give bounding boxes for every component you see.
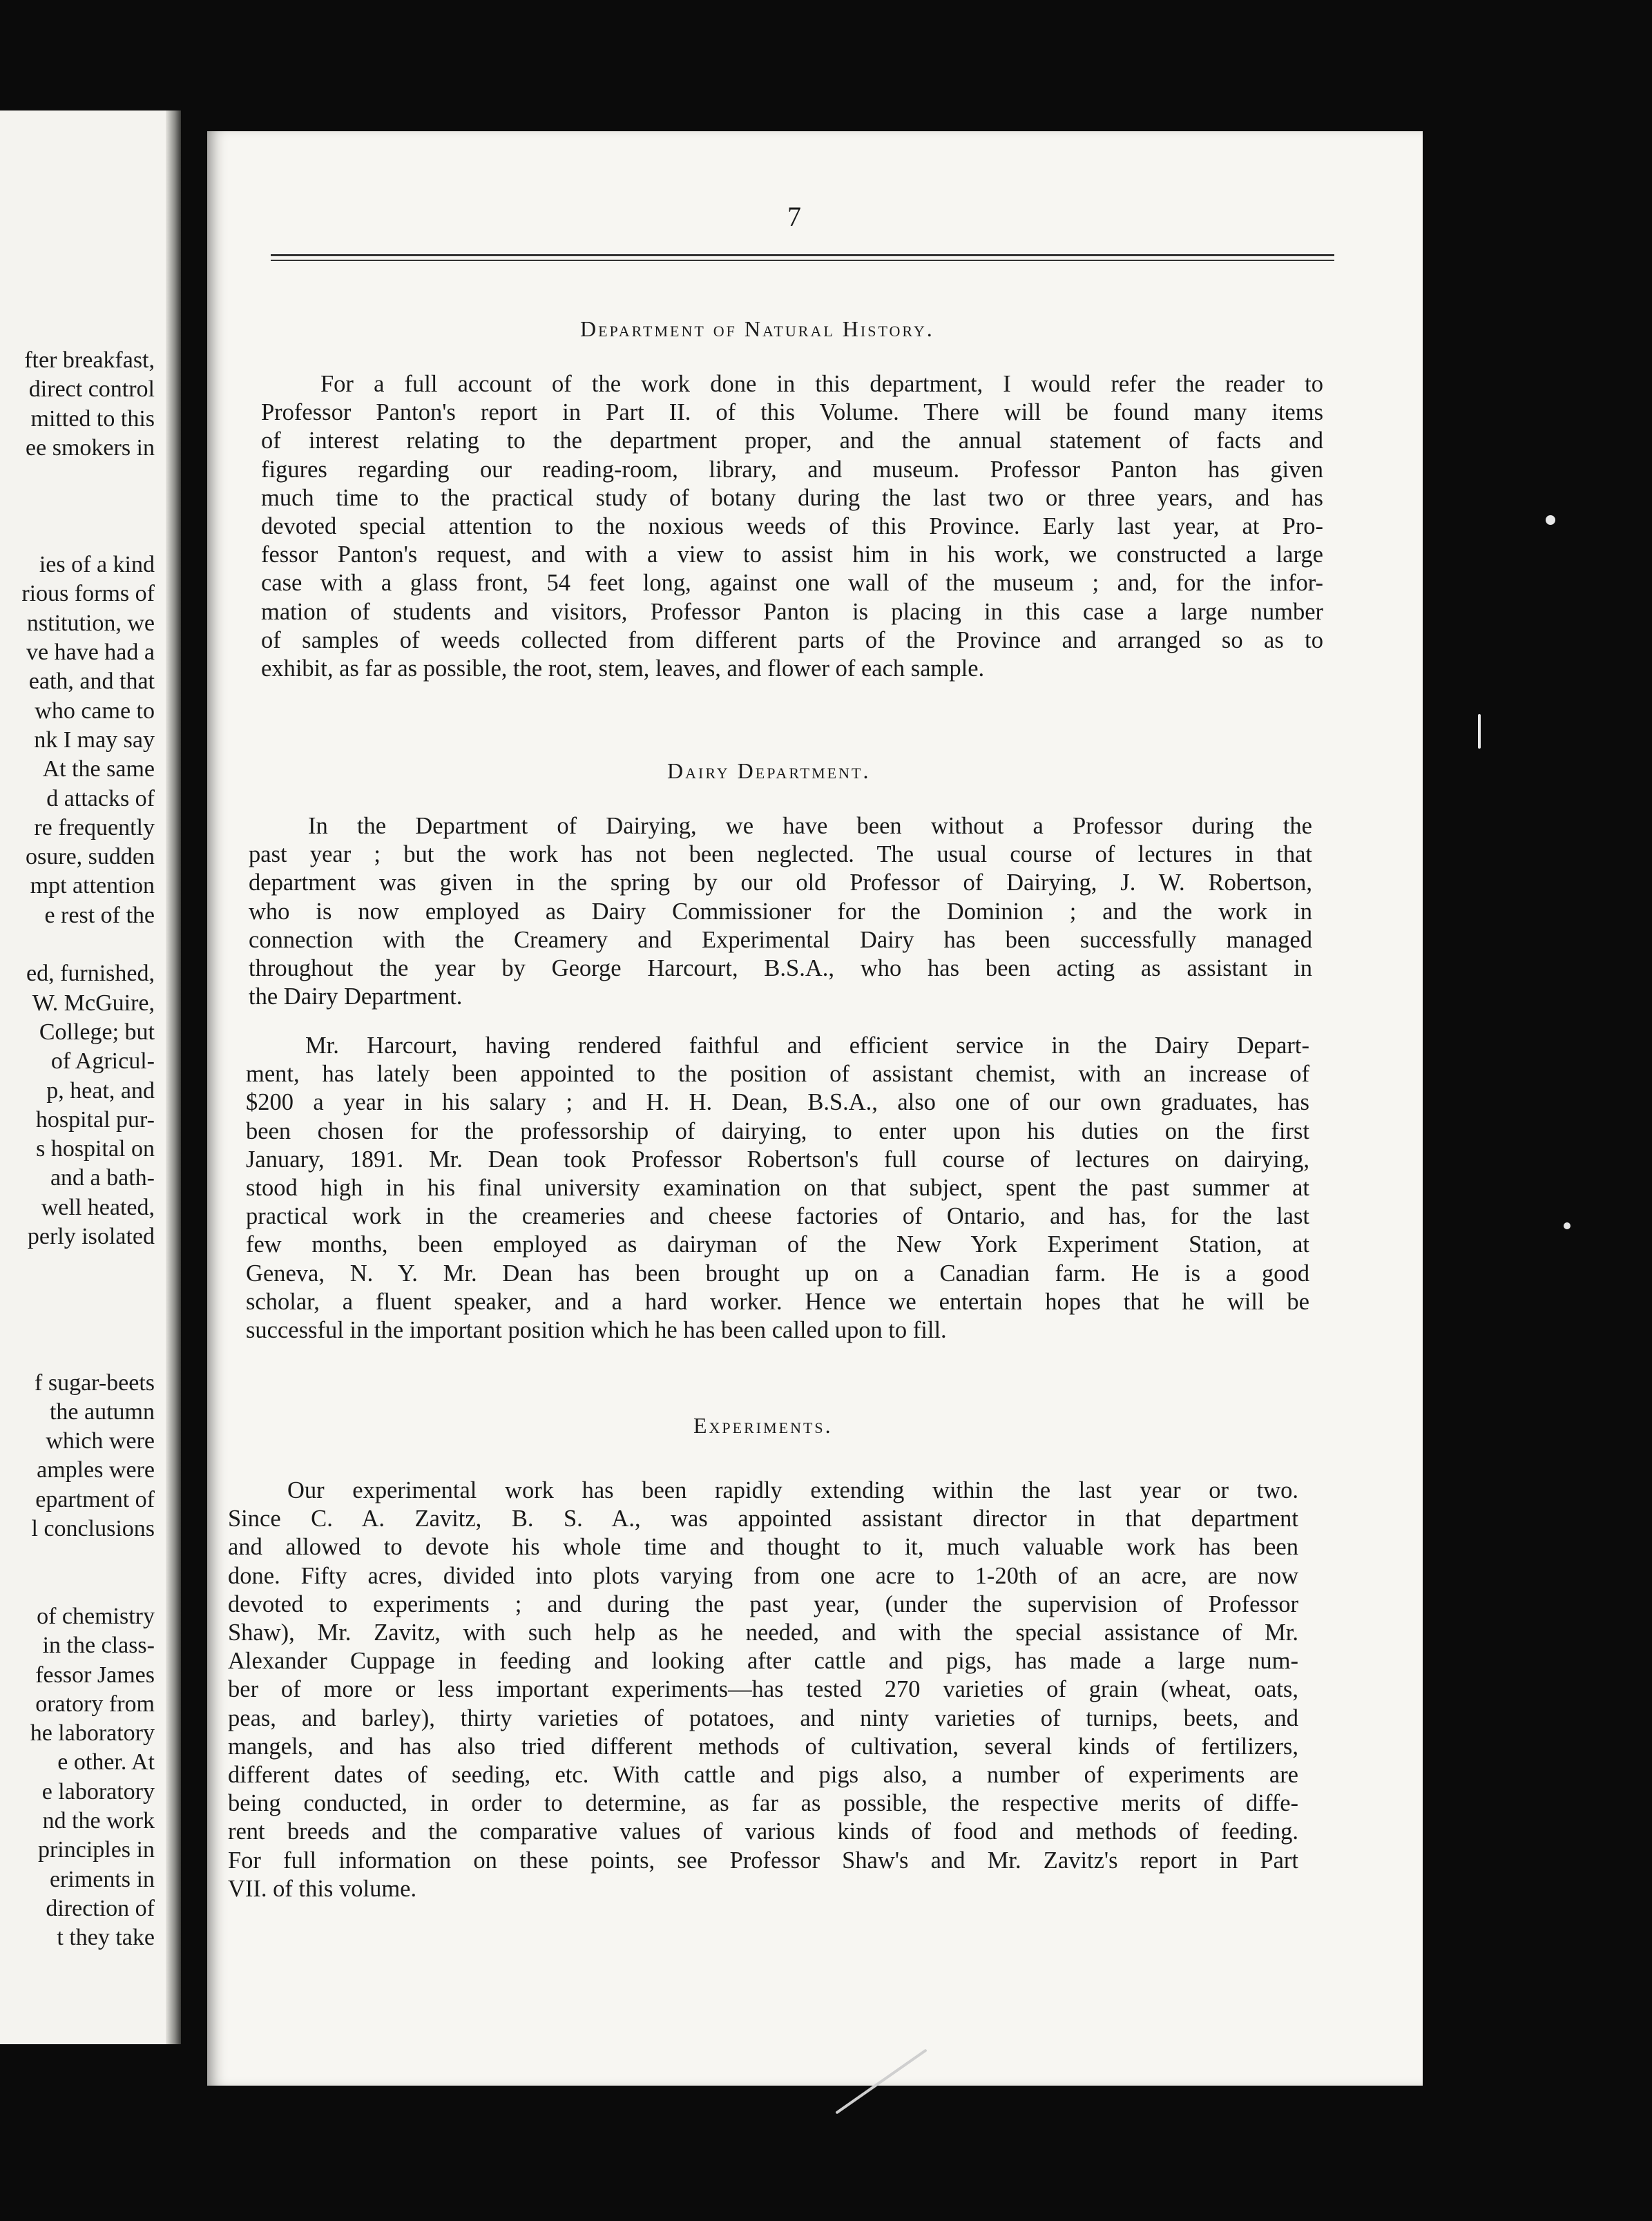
text-line: figures regarding our reading-room, library, and museum. Professor Panton has given — [261, 456, 1323, 483]
text-line: of samples of weeds collected from different parts of the Province and arranged so as to — [261, 626, 1323, 653]
text-line: scholar, a fluent speaker, and a hard worker. Hence we entertain hopes that he will be — [246, 1288, 1309, 1315]
heading-experiments: Experiments. — [693, 1413, 833, 1438]
paragraph-experiments — [228, 1477, 1298, 1903]
header-rule-bottom — [271, 260, 1334, 261]
scan-speck — [1564, 1222, 1571, 1229]
text-line: Alexander Cuppage in feeding and looking after cattle and pigs, has made a large num- — [228, 1648, 1298, 1675]
left-page-line: f sugar-beets — [35, 1369, 155, 1396]
left-page-line: he laboratory — [30, 1720, 155, 1747]
text-line: connection with the Creamery and Experimental Dairy has been successfully managed — [249, 926, 1312, 953]
text-line: being conducted, in order to determine, as far as possible, the respective merits of diffe- — [228, 1790, 1298, 1817]
text-line: VII. of this volume. — [228, 1875, 417, 1902]
left-page-line: of Agricul- — [50, 1048, 155, 1075]
text-line: fessor Panton's request, and with a view to assist him in his work, we constructed a large — [261, 541, 1323, 568]
text-line: been chosen for the professorship of dairying, to enter upon his duties on the first — [246, 1117, 1309, 1144]
text-line: past year ; but the work has not been neglected. The usual course of lectures in that — [249, 841, 1312, 868]
left-page-line: fessor James — [35, 1662, 155, 1688]
left-page-line: nk I may say — [34, 727, 155, 753]
left-page-line: eriments in — [49, 1866, 155, 1892]
text-line: mangels, and has also tried different methods of cultivation, several kinds of fertilizers, — [228, 1733, 1298, 1760]
left-page-line: principles in — [37, 1837, 155, 1863]
left-page-line: perly isolated — [27, 1224, 155, 1249]
left-page-line: direction of — [46, 1895, 155, 1921]
left-page-line: ies of a kind — [39, 552, 155, 578]
left-page-line: e rest of the — [44, 902, 155, 928]
paragraph-dairy-2 — [246, 1032, 1309, 1345]
text-line: ment, has lately been appointed to the position of assistant chemist, with an increase of — [246, 1061, 1309, 1088]
text-line: much time to the practical study of botany during the last two or three years, and has — [261, 484, 1323, 511]
left-page-line: l conclusions — [31, 1516, 155, 1541]
left-page-line: W. McGuire, — [32, 990, 155, 1016]
header-rule-top — [271, 254, 1334, 256]
text-line: peas, and barley), thirty varieties of potatoes, and ninty varieties of turnips, beets, and — [228, 1704, 1298, 1731]
text-line: case with a glass front, 54 feet long, against one wall of the museum ; and, for the infor- — [261, 570, 1323, 597]
left-page-line: of chemistry — [37, 1603, 155, 1629]
text-line: Geneva, N. Y. Mr. Dean has been brought up on a Canadian farm. He is a good — [246, 1260, 1309, 1287]
text-line: Professor Panton's report in Part II. of this Volume. There will be found many items — [261, 399, 1323, 426]
left-page-line: oratory from — [35, 1691, 155, 1717]
left-page-line: fter breakfast, — [24, 347, 155, 373]
left-page-line: who came to — [35, 698, 155, 724]
left-page-line: nstitution, we — [26, 610, 155, 636]
left-page-line: College; but — [39, 1019, 155, 1045]
text-line: mation of students and visitors, Professor Panton is placing in this case a large number — [261, 598, 1323, 625]
heading-dairy-department: Dairy Department. — [667, 758, 871, 783]
left-page-line: e laboratory — [41, 1778, 155, 1805]
text-line: throughout the year by George Harcourt, B.S.A., who has been acting as assistant in — [249, 955, 1312, 982]
left-page-line: the autumn — [49, 1398, 155, 1425]
page-number: 7 — [787, 201, 801, 232]
book-binding — [166, 110, 181, 2044]
text-line: done. Fifty acres, divided into plots varying from one acre to 1-20th of an acre, are now — [228, 1562, 1298, 1589]
text-line: different dates of seeding, etc. With cattle and pigs also, a number of experiments are — [228, 1762, 1298, 1789]
text-line: Since C. A. Zavitz, B. S. A., was appointed assistant director in that department — [228, 1506, 1298, 1532]
text-line: exhibit, as far as possible, the root, stem, leaves, and flower of each sample. — [261, 655, 985, 682]
text-line: January, 1891. Mr. Dean took Professor Robertson's full course of lectures on dairying, — [246, 1146, 1309, 1173]
heading-natural-history: Department of Natural History. — [580, 316, 934, 341]
left-page-line: nd the work — [42, 1808, 155, 1834]
left-page-line: s hospital on — [36, 1136, 155, 1162]
left-page-fragment — [0, 110, 181, 2044]
text-line: practical work in the creameries and cheese factories of Ontario, and has, for the last — [246, 1203, 1309, 1230]
left-page-line: epartment of — [35, 1486, 155, 1512]
left-page-line: amples were — [37, 1457, 155, 1483]
text-line: the Dairy Department. — [249, 983, 463, 1010]
text-line: $200 a year in his salary ; and H. H. Dean, B.S.A., also one of our own graduates, has — [246, 1089, 1309, 1116]
text-line: devoted special attention to the noxious weeds of this Province. Early last year, at Pro- — [261, 513, 1323, 540]
left-page-line: ed, furnished, — [26, 961, 155, 987]
scan-scratch — [1478, 714, 1481, 749]
text-line: For full information on these points, see Professor Shaw's and Mr. Zavitz's report in Part — [228, 1847, 1298, 1874]
text-line: Our experimental work has been rapidly extending within the last year or two. — [287, 1477, 1298, 1503]
text-line: rent breeds and the comparative values of various kinds of food and methods of feeding. — [228, 1818, 1298, 1845]
left-page-line: mitted to this — [30, 405, 155, 432]
text-line: few months, been employed as dairyman of the New York Experiment Station, at — [246, 1231, 1309, 1258]
text-line: successful in the important position which he has been called upon to fill. — [246, 1317, 947, 1344]
left-page-line: which were — [46, 1428, 155, 1454]
paragraph-dairy-1 — [249, 812, 1312, 1011]
text-line: and allowed to devote his whole time and thought to it, much valuable work has been — [228, 1534, 1298, 1561]
left-page-line: osure, sudden — [26, 844, 155, 870]
text-line: who is now employed as Dairy Commissioner for the Dominion ; and the work in — [249, 898, 1312, 925]
left-page-line: e other. At — [57, 1749, 155, 1776]
left-page-line: in the class- — [42, 1633, 155, 1659]
left-page-line: d attacks of — [46, 785, 155, 811]
text-line: Shaw), Mr. Zavitz, with such help as he needed, and with the special assistance of Mr. — [228, 1619, 1298, 1646]
left-page-line: t they take — [57, 1925, 155, 1951]
text-line: For a full account of the work done in this department, I would refer the reader to — [320, 371, 1323, 397]
scan-speck — [1546, 515, 1555, 525]
text-line: ber of more or less important experiments—has tested 270 varieties of grain (wheat, oats, — [228, 1676, 1298, 1703]
left-page-line: direct control — [28, 376, 155, 403]
left-page-line: At the same — [42, 756, 155, 782]
left-page-line: re frequently — [34, 814, 155, 840]
left-page-line: ee smokers in — [26, 434, 155, 461]
text-line: In the Department of Dairying, we have been without a Professor during the — [308, 813, 1312, 839]
paragraph-natural-history — [261, 370, 1323, 683]
text-line: stood high in his final university examination on that subject, spent the past summer at — [246, 1175, 1309, 1202]
left-page-line: mpt attention — [30, 873, 155, 899]
left-page-line: well heated, — [41, 1194, 155, 1220]
left-page-line: and a bath- — [50, 1165, 155, 1191]
left-page-line: rious forms of — [21, 581, 155, 607]
text-line: of interest relating to the department proper, and the annual statement of facts and — [261, 427, 1323, 454]
left-page-line: hospital pur- — [35, 1106, 155, 1133]
left-page-line: ve have had a — [26, 640, 155, 665]
text-line: department was given in the spring by our old Professor of Dairying, J. W. Robertson, — [249, 869, 1312, 896]
text-line: devoted to experiments ; and during the past year, (under the supervision of Professor — [228, 1590, 1298, 1617]
text-line: Mr. Harcourt, having rendered faithful and efficient service in the Dairy Depart- — [305, 1032, 1309, 1059]
left-page-line: p, heat, and — [46, 1077, 155, 1104]
left-page-line: eath, and that — [28, 669, 155, 695]
